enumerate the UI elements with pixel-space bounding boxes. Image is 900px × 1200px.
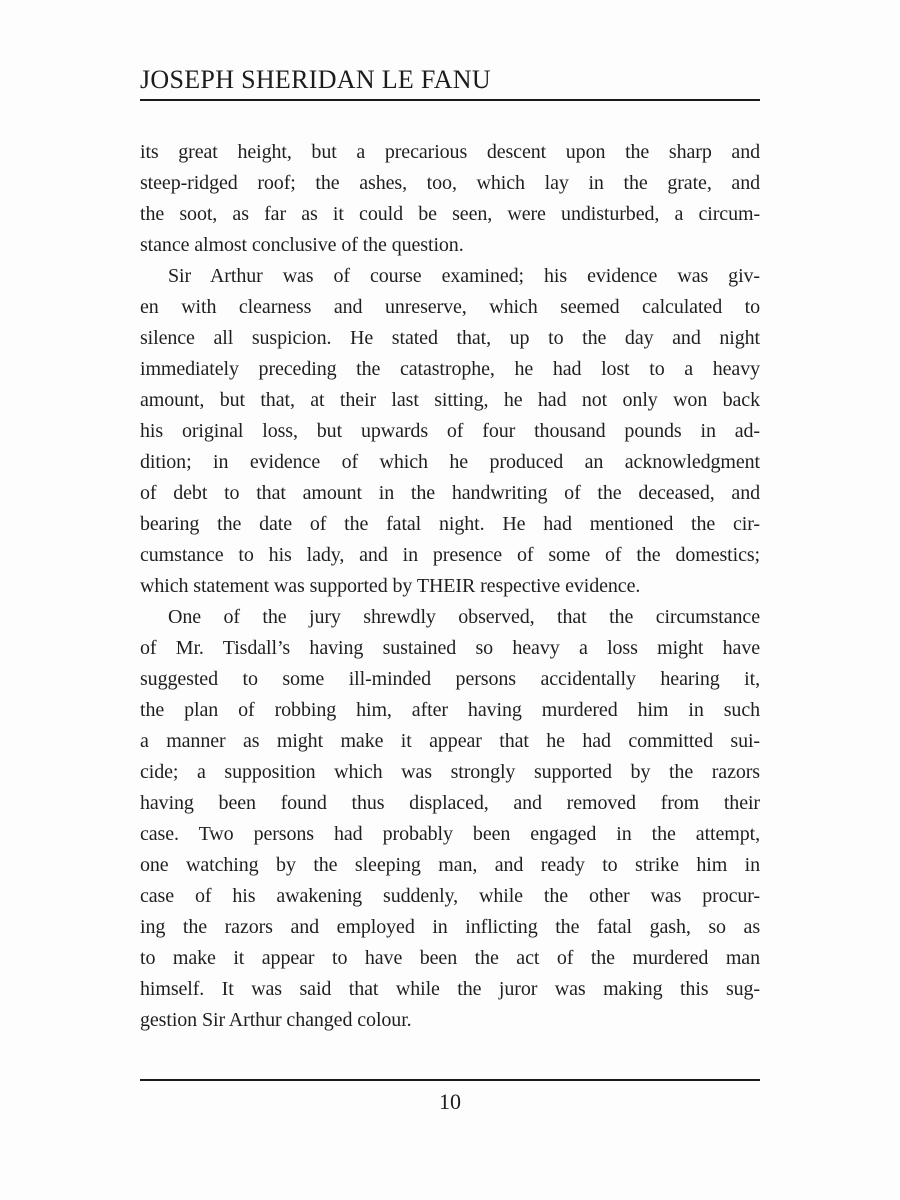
text-line: his original loss, but upwards of four thousand pounds in ad- xyxy=(140,420,760,442)
running-header-title: JOSEPH SHERIDAN LE FANU xyxy=(140,65,491,94)
text-line: immediately preceding the catastrophe, he had lost to a heavy xyxy=(140,358,760,380)
text-line: having been found thus displaced, and removed from their xyxy=(140,792,760,814)
text-line: which statement was supported by THEIR respective evidence. xyxy=(140,575,641,597)
text-line: bearing the date of the fatal night. He had mentioned the cir- xyxy=(140,513,760,535)
text-line: en with clearness and unreserve, which seemed calculated to xyxy=(140,296,760,318)
text-line: suggested to some ill-minded persons accidentally hearing it, xyxy=(140,668,760,690)
text-line: to make it appear to have been the act of the murdered man xyxy=(140,947,760,969)
text-line: gestion Sir Arthur changed colour. xyxy=(140,1009,412,1031)
text-line: the plan of robbing him, after having murdered him in such xyxy=(140,699,760,721)
text-line: Sir Arthur was of course examined; his evidence was giv- xyxy=(168,265,760,287)
text-line: case of his awakening suddenly, while the other was procur- xyxy=(140,885,760,907)
running-header xyxy=(140,66,760,101)
text-line: himself. It was said that while the juror was making this sug- xyxy=(140,978,760,1000)
text-line: the soot, as far as it could be seen, were undisturbed, a circum- xyxy=(140,203,760,225)
text-line: dition; in evidence of which he produced an acknowledgment xyxy=(140,451,760,473)
text-line: silence all suspicion. He stated that, up to the day and night xyxy=(140,327,760,349)
text-line: cide; a supposition which was strongly supported by the razors xyxy=(140,761,760,783)
text-line: stance almost conclusive of the question. xyxy=(140,234,464,256)
text-line: its great height, but a precarious descent upon the sharp and xyxy=(140,141,760,163)
text-line: one watching by the sleeping man, and ready to strike him in xyxy=(140,854,760,876)
page-body xyxy=(140,137,760,1036)
text-line: steep-ridged roof; the ashes, too, which lay in the grate, and xyxy=(140,172,760,194)
text-line: amount, but that, at their last sitting, he had not only won back xyxy=(140,389,760,411)
text-line: case. Two persons had probably been engaged in the attempt, xyxy=(140,823,760,845)
page-footer xyxy=(140,1079,760,1115)
text-line: of debt to that amount in the handwriting of the deceased, and xyxy=(140,482,760,504)
text-line: a manner as might make it appear that he had committed sui- xyxy=(140,730,760,752)
text-line: cumstance to his lady, and in presence of some of the domestics; xyxy=(140,544,760,566)
text-line: of Mr. Tisdall’s having sustained so heavy a loss might have xyxy=(140,637,760,659)
text-line: ing the razors and employed in inflicting the fatal gash, so as xyxy=(140,916,760,938)
page-number: 10 xyxy=(439,1089,461,1114)
text-line: One of the jury shrewdly observed, that the circumstance xyxy=(168,606,760,628)
header-rule xyxy=(140,99,760,101)
footer-rule xyxy=(140,1079,760,1081)
